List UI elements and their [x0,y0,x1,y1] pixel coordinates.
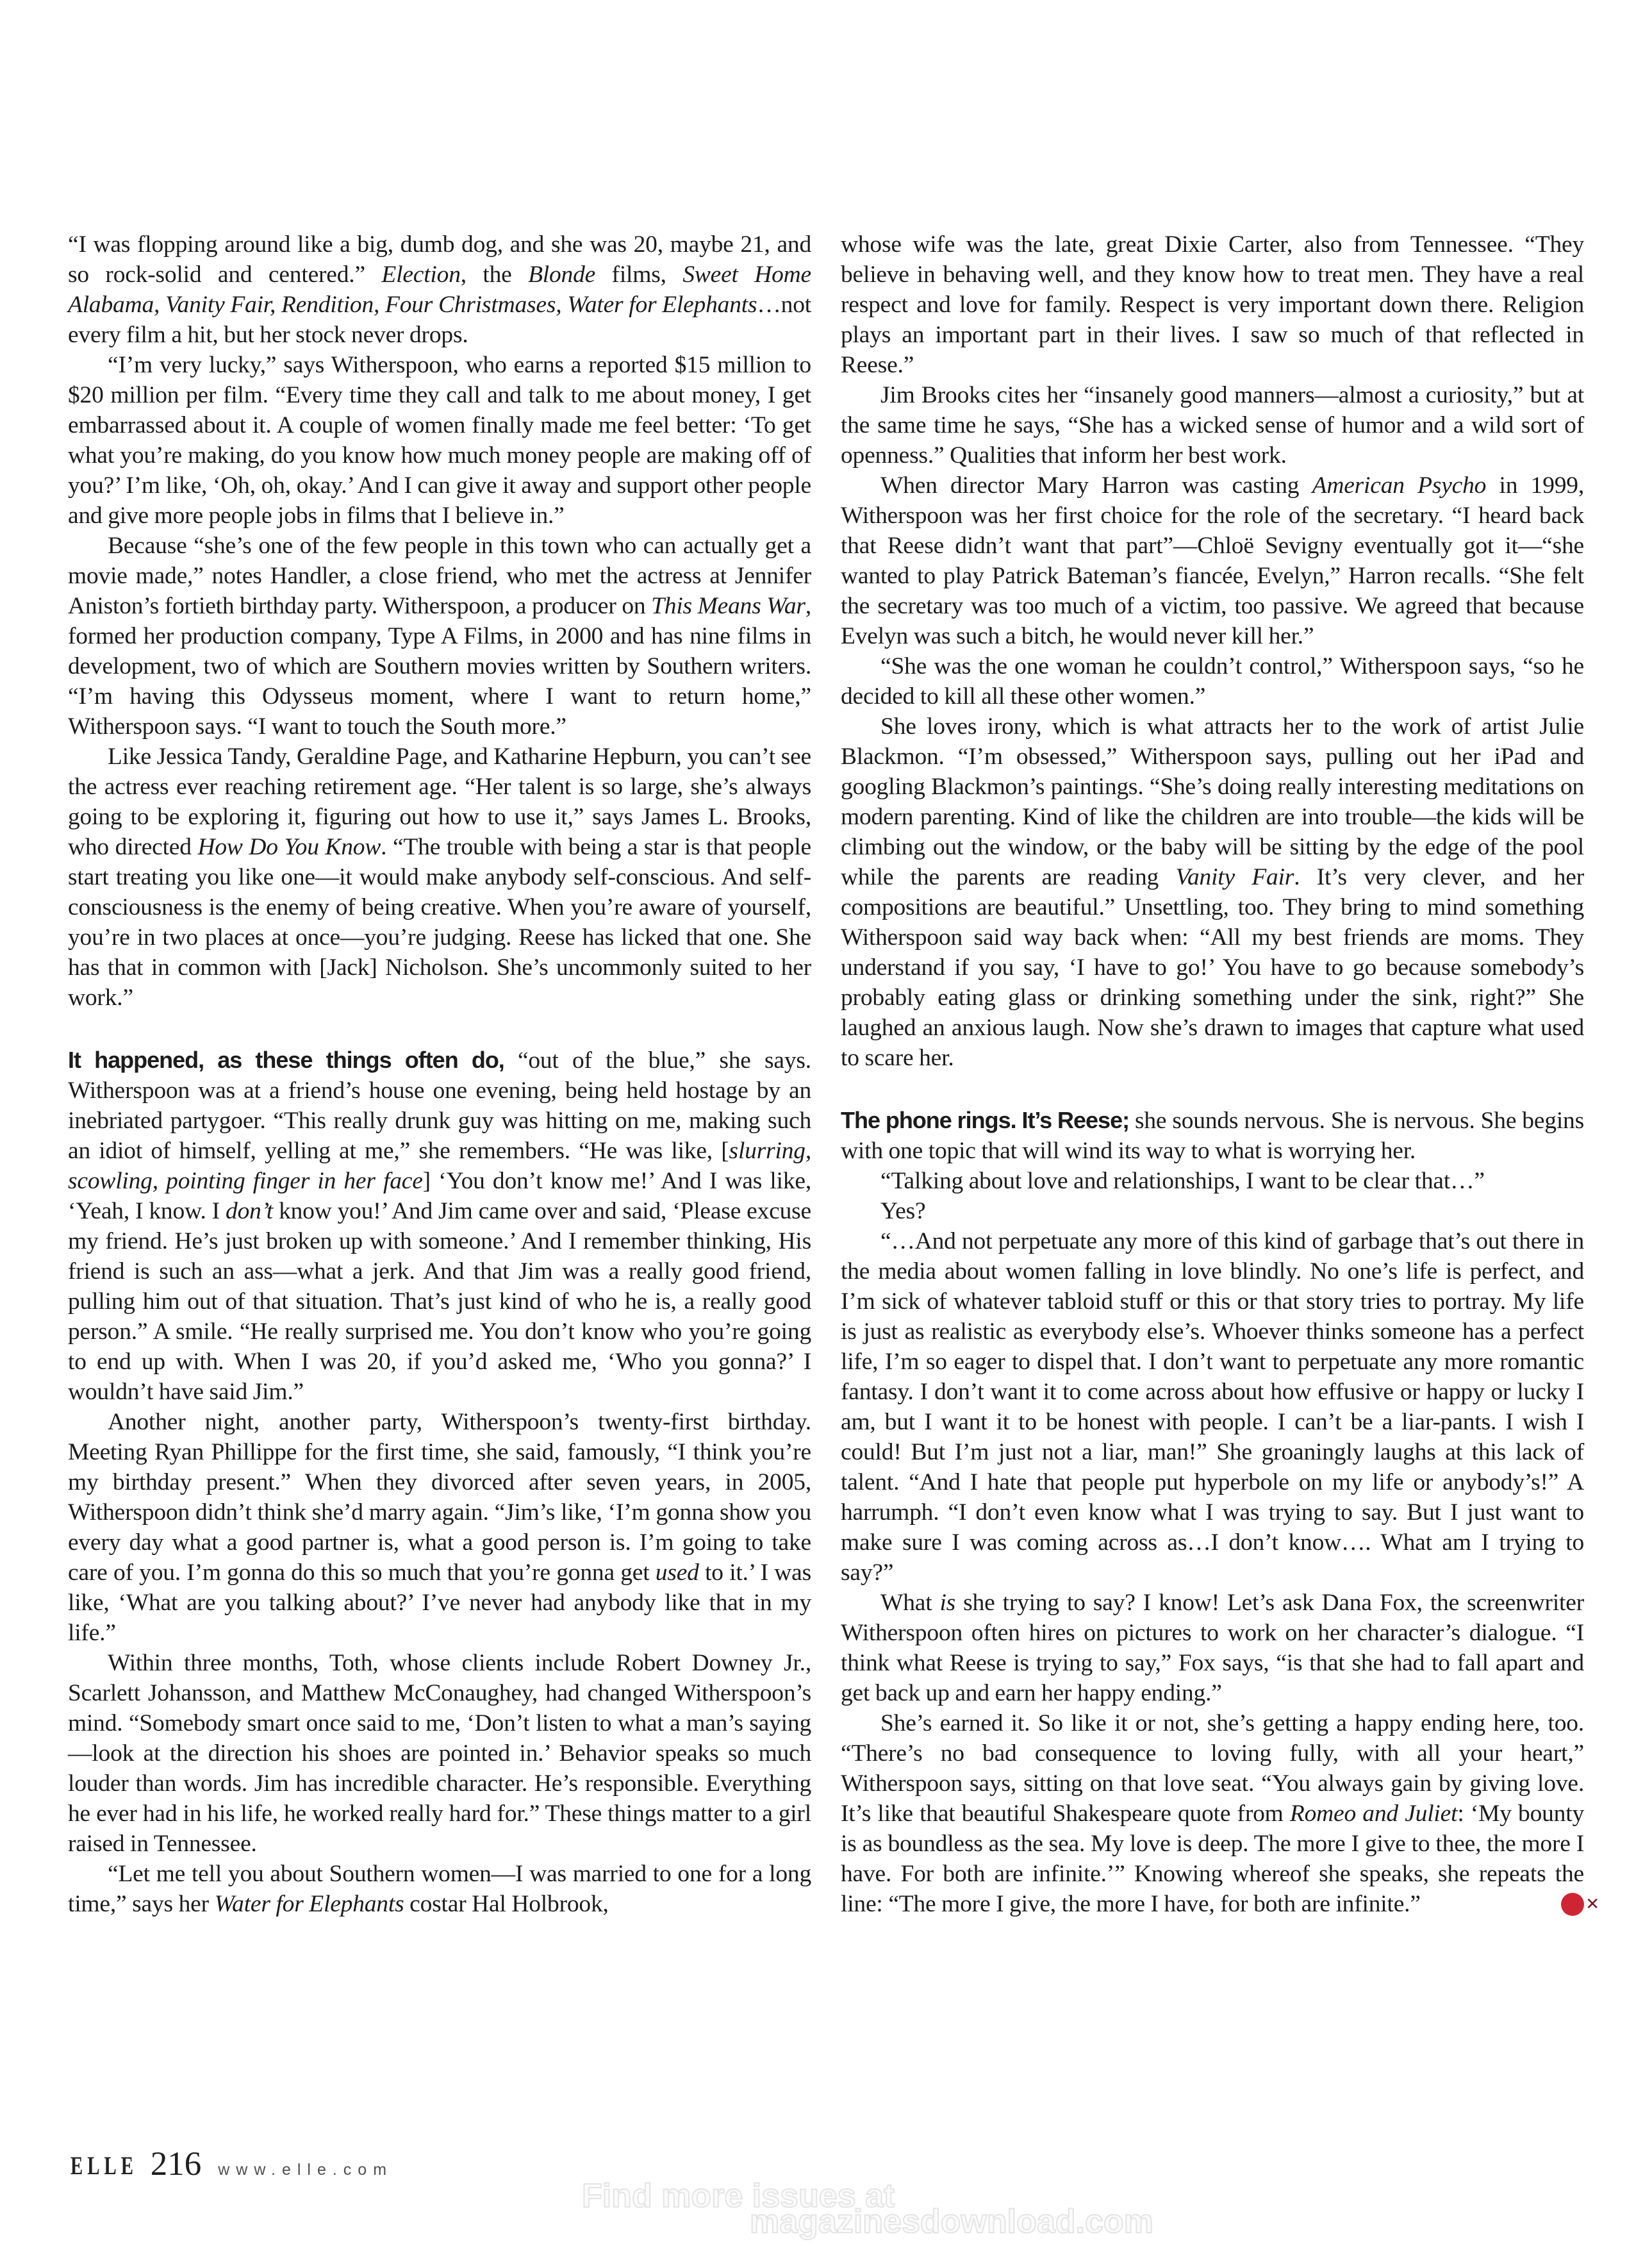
text-segment: “I was flopping around like a big, dumb dog, and she was 20, maybe 21, and so rock-solid and centered.” [68,231,811,288]
paragraph-american-psycho [841,470,1584,651]
text-segment: films, [595,262,683,288]
text-segment: whose wife was the late, great Dixie Carter, also from Tennessee. “They believe in behaving well, and they know how to treat men. They have a real respect and love for family. Respect is very important down there. Religion plays an important part in their lives. I saw so much of that reflected in Reese.” [841,231,1584,378]
italic-text-segment: Water for Elephants [214,1891,404,1917]
italic-text-segment: Blonde [528,262,596,288]
paragraph-dana-fox [841,1588,1584,1708]
text-segment: , the [460,262,529,288]
text-segment: she sounds nervous. She is nervous. She begins with one topic that will wind its way to what is worrying her. [841,1108,1584,1164]
text-segment: She’s earned it. So like it or not, she’s getting a happy ending here, too. “There’s no bad consequence to loving fully, with all your heart,” Witherspoon says, sitting on that love seat. “You always gain by giving love. It’s like that beautiful Shakespeare quote from [841,1710,1584,1827]
text-segment: in 1999, Witherspoon was her first choice for the role of the secretary. “I heard back that Reese didn’t want that part”—Chloë Sevigny eventually got it—“she wanted to play Patrick Bateman’s fiancée, Evelyn,” Harron recalls. “She felt the secretary was too much of a victim, too passive. We agreed that because Evelyn was such a bitch, he would never kill her.” [841,472,1585,649]
text-segment: …not every film a hit, but her stock never drops. [68,292,811,348]
paragraph-holbrook-continued [841,229,1584,380]
paragraph-yes [841,1196,1584,1226]
paragraph-lucky [68,350,811,531]
italic-text-segment: is [939,1590,956,1616]
watermark-line1: Find more issues at [582,2177,895,2215]
website-url: www.elle.com [218,2161,393,2179]
italic-text-segment: used [655,1560,699,1586]
text-segment: “out of the blue,” she says. Witherspoon was at a friend’s house one evening, being held hostage by an inebriated partygoer. “This really drunk guy was hitting on me, making such an idiot of himself, yelling at me,” she remembers. “He was like, [ [68,1047,811,1164]
article-body [68,229,1599,1919]
paragraph-another-night [68,1407,811,1648]
italic-text-segment: Sweet Home Alabama, Vanity Fair, Rendition, Four Christmases, Water for Elephants [68,262,811,318]
paragraph-it-happened [68,1045,811,1407]
text-segment: , formed her production company, Type A Films, in 2000 and has nine films in development, two of which are Southern movies written by Southern writers. “I’m having this Odysseus moment, where I want to return home,” Witherspoon says. “I want to touch the South more.” [68,593,811,740]
elle-logo: ELLE [70,2152,138,2181]
text-segment: ] ‘You don’t know me!’ And I was like, ‘Yeah, I know. I [68,1168,811,1224]
text-segment: Within three months, Toth, whose clients include Robert Downey Jr., Scarlett Johansson, and Matthew McConaughey, had changed Witherspoon’s mind. “Somebody smart once said to me, ‘Don’t listen to what a man’s saying—look at the direction his shoes are pointed in.’ Behavior speaks so much louder than words. Jim has incredible character. He’s responsible. Everything he ever had in his life, he worked really hard for.” These things matter to a girl raised in Tennessee. [68,1650,811,1857]
text-segment: Jim Brooks cites her “insanely good manners—almost a curiosity,” but at the same time he says, “She has a wicked sense of humor and a wild sort of openness.” Qualities that inform her best work. [841,382,1584,469]
text-segment: “She was the one woman he couldn’t control,” Witherspoon says, “so he decided to kill all these other women.” [841,653,1584,710]
text-segment: “…And not perpetuate any more of this kind of garbage that’s out there in the media about women falling in love blindly. No one’s life is perfect, and I’m sick of whatever tabloid stuff or this or that story tries to portray. My life is just as realistic as everybody else’s. Whoever thinks someone has a perfect life, I’m so eager to dispel that. I don’t want to perpetuate any more romantic fantasy. I don’t want it to come across about how effusive or happy or lucky I am, but I want it to be honest with people. I can’t be a liar-pants. I wish I could! But I’m just not a liar, man!” She groaningly laughs at this lack of talent. “And I hate that people put hyperbole on my life or anybody’s!” A harrumph. “I don’t even know what I was trying to say. But I just want to make sure I was coming across as…I don’t know…. What am I trying to say?” [841,1228,1584,1586]
watermark [582,2177,1153,2240]
paragraph-southern-women [68,1859,811,1919]
text-segment: Like Jessica Tandy, Geraldine Page, and Katharine Hepburn, you can’t see the actress ever reaching retirement age. “Her talent is so large, she’s always going to be exploring it, figuring out how to use it,” says James L. Brooks, who directed [68,744,811,860]
end-of-article-icon: ✕ [1561,1893,1584,1916]
text-segment: to it.’ I was like, ‘What are you talking about?’ I’ve never had anybody like that in my life.” [68,1560,812,1646]
paragraph-within-three-months [68,1648,811,1859]
paragraph-phone-rings [841,1105,1584,1166]
text-segment: Yes? [880,1198,926,1224]
text-segment: costar Hal Holbrook, [404,1891,609,1917]
run-in-heading: The phone rings. It’s Reese; [841,1107,1135,1133]
text-segment: “I’m very lucky,” says Witherspoon, who earns a reported $15 million to $20 million per film. “Every time they call and talk to me about money, I get embarrassed about it. A couple of women finally made me feel better: ‘To get what you’re making, do you know how much money people are making off of you?’ I’m like, ‘Oh, oh, okay.’ And I can give it away and support other people and give more people jobs in films that I believe in.” [68,352,811,529]
paragraph-talking-about-love [841,1166,1584,1196]
italic-text-segment: slurring, scowling, pointing finger in her face [68,1138,811,1194]
page-number: 216 [150,2145,202,2183]
paragraph-not-perpetuate [841,1226,1584,1588]
paragraph-opening-quote [68,229,811,350]
text-segment: . It’s very clever, and her compositions are beautiful.” Unsettling, too. They bring to mind something Witherspoon said way back when: “All my best friends are moms. They understand if you say, ‘I have to go!’ You have to go because somebody’s probably eating glass or drinking something under the sink, right?” She laughed an anxious laugh. Now she’s drawn to images that capture what used to scare her. [841,864,1585,1071]
text-segment: Another night, another party, Witherspoon’s twenty-first birthday. Meeting Ryan Phillippe for the first time, she said, famously, “I think you’re my birthday present.” When they divorced after seven years, in 2005, Witherspoon didn’t think she’d marry again. “Jim’s like, ‘I’m gonna show you every day what a good partner is, what a good person is. I’m going to take care of you. I’m gonna do this so much that you’re gonna get [68,1409,811,1586]
text-column-right [841,229,1599,1919]
paragraph-brooks-talent [68,742,811,1013]
page-footer [70,2145,393,2183]
text-segment: Because “she’s one of the few people in this town who can actually get a movie made,” notes Handler, a close friend, who met the actress at Jennifer Aniston’s fortieth birthday party. Witherspoon, a producer on [68,533,811,619]
italic-text-segment: Romeo and Juliet [1289,1801,1458,1827]
text-segment: know you!’ And Jim came over and said, ‘Please excuse my friend. He’s just broken up with someone.’ And I remember thinking, His friend is such an ass—what a jerk. And that Jim was a really good friend, pulling him out of that situation. That’s just kind of who he is, a really good person.” A smile. “He really surprised me. You don’t know who you’re going to end up with. When I was 20, if you’d asked me, ‘Who you gonna?’ I wouldn’t have said Jim.” [68,1198,811,1405]
text-segment: “Talking about love and relationships, I want to be clear that…” [880,1168,1485,1194]
text-segment: . “The trouble with being a star is that people start treating you like one—it would make anybody self-conscious. And self-consciousness is the enemy of being creative. When you’re aware of yourself, you’re in two places at once—you’re judging. Reese has licked that one. She has that in common with [Jack] Nicholson. She’s uncommonly suited to her work.” [68,834,811,1011]
text-segment: : ‘My bounty is as boundless as the sea. My love is deep. The more I give to thee, the more I have. For both are infinite.’” Knowing whereof she speaks, she repeats the line: “The more I give, the more I have, for both are infinite.” [841,1801,1584,1917]
paragraph-producer [68,531,811,742]
paragraph-one-woman [841,651,1584,711]
run-in-heading: It happened, as these things often do, [68,1047,518,1073]
text-segment: “Let me tell you about Southern women—I was married to one for a long time,” says her [68,1861,811,1917]
text-segment: What [880,1590,940,1616]
text-segment: When director Mary Harron was casting [880,472,1312,499]
text-segment: she trying to say? I know! Let’s ask Dana Fox, the screenwriter Witherspoon often hires on pictures to work on her character’s dialogue. “I think what Reese is trying to say,” Fox says, “is that she had to fall apart and get back up and earn her happy ending.” [841,1590,1584,1706]
paragraph-jim-brooks [841,380,1584,470]
italic-text-segment: American Psycho [1312,472,1487,499]
italic-text-segment: don’t [226,1198,274,1224]
italic-text-segment: How Do You Know [197,834,381,860]
text-column-left [68,229,811,1919]
italic-text-segment: Vanity Fair [1175,864,1294,890]
paragraph-julie-blackmon [841,711,1584,1073]
italic-text-segment: This Means War [651,593,805,619]
text-segment: She loves irony, which is what attracts her to the work of artist Julie Blackmon. “I’m obsessed,” Witherspoon says, pulling out her iPad and googling Blackmon’s paintings. “She’s doing really interesting meditations on modern parenting. Kind of like the children are into trouble—the kids will be climbing out the window, or the baby will be sitting by the edge of the pool while the parents are reading [841,713,1584,890]
italic-text-segment: Election [381,262,461,288]
watermark-line2: magazinesdownload.com [750,2203,1153,2240]
paragraph-happy-ending [841,1708,1599,1919]
